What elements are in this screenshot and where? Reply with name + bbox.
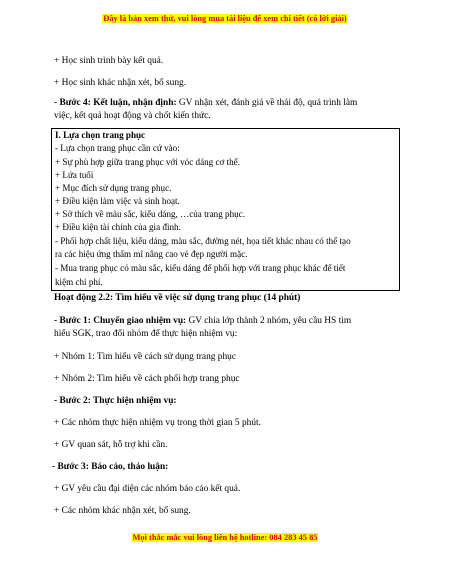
box-line: + Mục đích sử dụng trang phục. <box>55 183 172 193</box>
text-line: việc, kết quả hoạt động và chốt kiến thức. <box>54 111 211 121</box>
box-line: + Sự phù hợp giữa trang phục với vóc dáng cơ thể. <box>55 157 240 167</box>
text-line: + GV quan sát, hỗ trợ khi cần. <box>54 440 168 450</box>
step4-text: GV nhận xét, đánh giá về thái độ, quá trình làm <box>176 98 358 108</box>
box-line: - Phối hợp chất liệu, kiểu dáng, màu sắc, đường nét, họa tiết khác nhau có thể tạo <box>55 236 351 246</box>
text-line: + Các nhóm thực hiện nhiệm vụ trong thời gian 5 phút. <box>54 418 261 428</box>
activity-heading: Hoạt động 2.2: Tìm hiểu về việc sử dụng trang phục (14 phút) <box>54 293 301 303</box>
box-line: + Lứa tuổi <box>55 170 94 180</box>
step1-line <box>54 316 351 327</box>
box-line: - Mua trang phục có màu sắc, kiểu dáng để phối hợp với trang phục khác để tiết <box>55 263 346 273</box>
box-line: - Lựa chọn trang phục cần cứ vào: <box>55 143 180 153</box>
box-line: ra các hiệu ứng thẩm mĩ nâng cao vẻ đẹp người mặc. <box>55 249 248 259</box>
step4-label: - Bước 4: Kết luận, nhận định: <box>54 98 177 108</box>
step4-line <box>54 98 357 109</box>
step1-text: GV chia lớp thành 2 nhóm, yêu cầu HS tìm <box>186 316 352 326</box>
text-line: + Học sinh trình bày kết quả. <box>54 56 164 66</box>
step3-label: - Bước 3: Báo cáo, thảo luận: <box>52 462 169 472</box>
text-line: + Các nhóm khác nhận xét, bổ sung. <box>54 506 191 516</box>
box-line: + Điều kiện tài chính của gia đình. <box>55 222 181 232</box>
text-line: hiểu SGK, trao đổi nhóm để thực hiện nhiệm vụ: <box>54 329 238 339</box>
footer-banner: Mọi thắc mắc vui lòng liên hệ hotline: 084 283 45 85 <box>132 533 318 542</box>
group1-line: + Nhóm 1: Tìm hiểu về cách sử dụng trang phục <box>54 352 237 362</box>
header-banner: Đây là bản xem thử, vui lòng mua tài liệu để xem chi tiết (có lời giải) <box>103 14 347 23</box>
step2-label: - Bước 2: Thực hiện nhiệm vụ: <box>54 396 177 406</box>
group2-line: + Nhóm 2: Tìm hiểu về cách phối hợp trang phục <box>54 374 240 384</box>
text-line: + Học sinh khác nhận xét, bổ sung. <box>54 78 187 88</box>
box-line: kiệm chi phí. <box>55 277 103 287</box>
step1-label: - Bước 1: Chuyển giao nhiệm vụ: <box>54 316 187 326</box>
box-line: + Sở thích về màu sắc, kiểu dáng, …của trang phục. <box>55 209 245 219</box>
box-line: + Điều kiện làm việc và sinh hoạt. <box>55 196 180 206</box>
text-line: + GV yêu cầu đại diện các nhóm báo cáo kết quả. <box>54 484 241 494</box>
box-title: I. Lựa chọn trang phục <box>55 130 146 140</box>
